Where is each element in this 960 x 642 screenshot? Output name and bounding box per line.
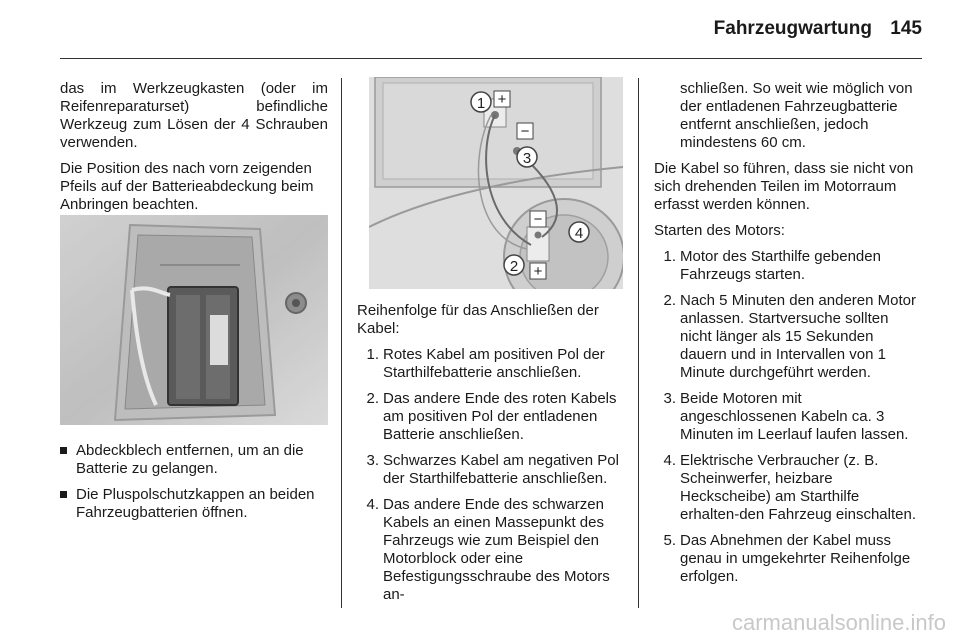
column-3 <box>654 80 922 594</box>
bullet-square-icon <box>60 447 67 454</box>
svg-text:2: 2 <box>509 258 519 275</box>
page-number: 145 <box>890 18 922 39</box>
list-item: 5. Das Abnehmen der Kabel muss genau in umgekehrter Reihenfolge erfolgen. <box>663 532 911 585</box>
list-item: 4. Elektrische Verbraucher (z. B. Scheinwerfer, heizbare Heckscheibe) am Starthilfe erhalten-den Fahrzeug einschalten. <box>663 452 916 523</box>
paragraph-arrow-position: Die Position des nach vorn zeigenden Pfeils auf der Batterieabdeckung beim Anbringen beachten. <box>60 160 314 213</box>
minus-box-top <box>517 123 533 140</box>
bullet-item: Abdeckblech entfernen, um an die Batterie zu gelangen. <box>60 442 328 478</box>
svg-text:+: + <box>533 263 543 280</box>
column-divider-2 <box>638 78 639 608</box>
column-1 <box>60 80 328 222</box>
list-item: 3. Schwarzes Kabel am negativen Pol der Starthilfebatterie anschließen. <box>366 452 619 487</box>
list-item: 2. Das andere Ende des roten Kabels am positiven Pol der entladenen Batterie anschließen. <box>366 390 617 443</box>
bullet-list <box>60 442 328 530</box>
header-divider <box>60 58 922 59</box>
step-continuation: schließen. So weit wie möglich von der entladenen Fahrzeugbatterie entfernt anschließen, jedoch mindestens 60 cm. <box>680 80 913 151</box>
svg-text:−: − <box>533 211 543 228</box>
jump-start-diagram <box>369 77 623 289</box>
paragraph-cable-routing: Die Kabel so führen, dass sie nicht von sich drehenden Teilen im Motorraum erfasst werden können. <box>654 160 914 213</box>
svg-text:3: 3 <box>522 150 532 167</box>
minus-box-bottom <box>530 211 546 228</box>
plus-box-top <box>494 91 510 108</box>
list-item: 4. Das andere Ende des schwarzen Kabels an einen Massepunkt des Fahrzeugs wie zum Beispiel den Motorblock oder eine Befestigungsschraube des Motors an- <box>366 496 610 603</box>
svg-text:−: − <box>520 123 530 140</box>
list-item: 2. Nach 5 Minuten den anderen Motor anlassen. Startversuche sollten nicht länger als 15 Sekunden dauern und in Intervallen von 1 Minute durchgeführt werden. <box>663 292 916 381</box>
starting-steps <box>654 248 922 586</box>
column-2 <box>357 302 625 612</box>
svg-text:+: + <box>497 91 507 108</box>
plus-box-bottom <box>530 263 546 280</box>
page-title: Fahrzeugwartung <box>713 18 872 39</box>
list-item: 1. Motor des Starthilfe gebenden Fahrzeugs starten. <box>663 248 881 283</box>
bullet-item: Die Pluspolschutzkappen an beiden Fahrzeugbatterien öffnen. <box>60 486 328 522</box>
label-3 <box>517 147 537 167</box>
bullet-square-icon <box>60 491 67 498</box>
column-divider-1 <box>341 78 342 608</box>
list-item: 3. Beide Motoren mit angeschlossenen Kabeln ca. 3 Minuten im Leerlauf laufen lassen. <box>663 390 909 443</box>
connection-intro: Reihenfolge für das Anschließen der Kabel: <box>357 302 599 337</box>
label-4 <box>569 222 589 242</box>
svg-text:4: 4 <box>574 225 584 242</box>
label-2 <box>504 255 524 275</box>
label-1 <box>471 92 491 112</box>
watermark: carmanualsonline.info <box>731 610 946 635</box>
connection-steps <box>357 346 625 604</box>
starting-heading: Starten des Motors: <box>654 222 785 239</box>
paragraph-tools: das im Werkzeugkasten (oder im Reifenreparaturset) befindliche Werkzeug zum Lösen der 4 Schrauben verwenden. <box>60 80 328 151</box>
battery-photo <box>60 215 328 425</box>
svg-text:1: 1 <box>476 95 486 112</box>
list-item: 1. Rotes Kabel am positiven Pol der Starthilfebatterie anschließen. <box>366 346 605 381</box>
